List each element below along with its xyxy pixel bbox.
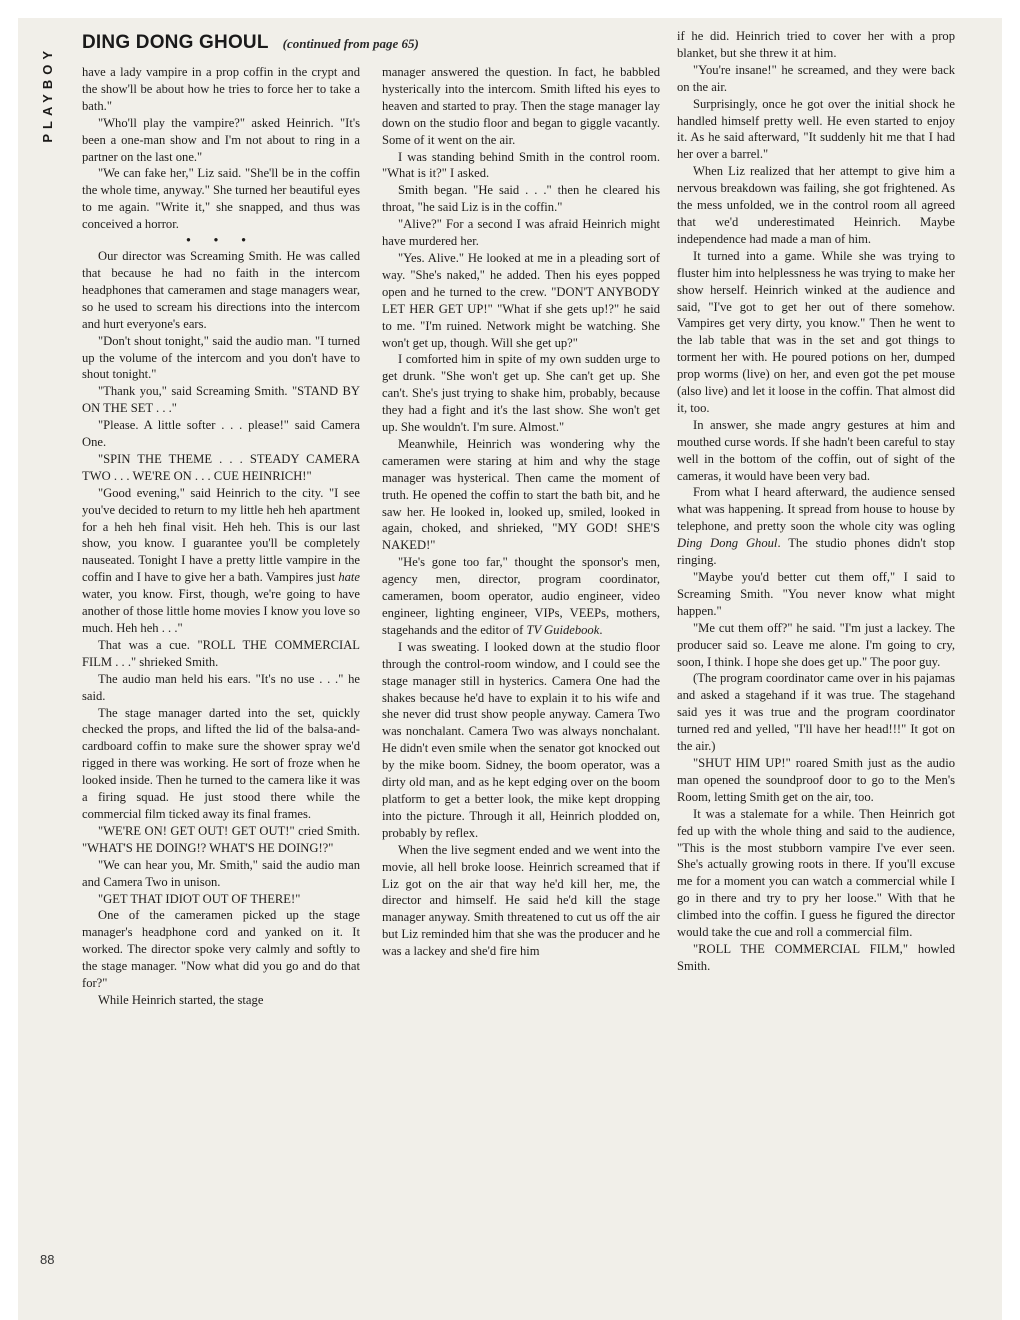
paragraph: "Don't shout tonight," said the audio man. "I turned up the volume of the intercom and you don't have to shout tonight." [82,333,360,382]
paragraph: "Me cut them off?" he said. "I'm just a lackey. The producer said so. Leave me alone. I'm going to cry, soon, I think. I hope she does get up." The poor guy. [677,620,955,669]
paragraph: "ROLL THE COMMERCIAL FILM," howled Smith. [677,941,955,973]
paragraph: Smith began. "He said . . ." then he cleared his throat, "he said Liz is in the coffin." [382,183,660,215]
paragraph: One of the cameramen picked up the stage manager's headphone cord and yanked on it. It worked. The director spoke very calmly and softly to the stage manager. "Now what did you go and do that for?" [82,908,360,991]
paragraph: "Please. A little softer . . . please!" said Camera One. [82,418,360,450]
paragraph: From what I heard afterward, the audience sensed what was happening. It spread from house to house by telephone, and pretty soon the whole city was ogling Ding Dong Ghoul. The studio phones didn't stop ringing. [677,485,955,568]
paragraph: It turned into a game. While she was trying to fluster him into helplessness he was trying to make her show herself. Heinrich winked at the audience and said, "I've got to get her out of there somehow. Vampires get very dirty, you know." Then he went to the lab table that was in the set and got things to torment her with. He poured potions on her, dumped prop worms (live) on her, and even got the pet mouse (also live) and let it loose in the coffin. That almost did it, too. [677,248,955,415]
magazine-page [18,18,1002,1320]
paragraph: "Thank you," said Screaming Smith. "STAND BY ON THE SET . . ." [82,384,360,416]
text-column-3 [677,28,955,975]
paragraph: "Yes. Alive." He looked at me in a pleading sort of way. "She's naked," he added. Then his eyes popped open and he turned to the crew. "DON'T ANYBODY LET HER GET UP!" "What if she gets up!?" he said to me. "I'm ruined. Network might be watching. She won't get up, though. Will she get up?" [382,250,660,350]
magazine-name: PLAYBOY [40,46,55,143]
text-column-1 [82,64,360,1009]
paragraph: "GET THAT IDIOT OUT OF THERE!" [98,891,301,906]
paragraph: "SHUT HIM UP!" roared Smith just as the audio man opened the soundproof door to go to the Men's Room, letting Smith get on the air, too. [677,755,955,804]
paragraph: When Liz realized that her attempt to give him a nervous breakdown was failing, she got frightened. As the mess unfolded, we in the control room all agreed that we'd underestimated Heinrich. Maybe independence had made a man of him. [677,164,955,246]
paragraph: (The program coordinator came over in his pajamas and asked a stagehand if it was true. The stagehand said yes it was true and the program coordinator turned red and yelled, "I'll have her head!!!" It got on the air.) [677,671,955,754]
paragraph: The stage manager darted into the set, quickly checked the props, and lifted the lid of the balsa-and-cardboard coffin to make sure the shower spray we'd rigged in there was working. He sort of froze when he looked inside. Then he turned to the camera like it was a firing squad. He just stood there while the commercial film ticked away its final frames. [82,705,360,821]
paragraph: have a lady vampire in a prop coffin in the crypt and the show'll be about how he tries to force her to take a bath." [82,65,360,113]
page-number: 88 [40,1252,55,1267]
paragraph: "You're insane!" he screamed, and they were back on the air. [677,62,955,94]
paragraph: "WE'RE ON! GET OUT! GET OUT!" cried Smith. "WHAT'S HE DOING!? WHAT'S HE DOING!?" [82,823,360,855]
article-title: DING DONG GHOUL [82,32,269,53]
paragraph: "Maybe you'd better cut them off," I said to Screaming Smith. "You never know what might happen." [677,570,955,618]
article-headline [82,32,682,58]
paragraph: "We can hear you, Mr. Smith," said the audio man and Camera Two in unison. [82,857,360,889]
paragraph: "Good evening," said Heinrich to the city. "I see you've decided to return to my little heh heh apartment for a heh heh final visit. Heh heh. This is our last show, you know. I guarantee you'll be completely nauseated. Tonight I have a pretty little vampire in the coffin and I have to give her a bath. Vampires just hate water, you know. First, though, we're going to have another of those little home movies I know you love so much. Heh heh . . ." [82,485,360,635]
section-break: • • • [186,233,256,248]
paragraph: Meanwhile, Heinrich was wondering why the cameramen were staring at him and why the stage manager was hysterical. Then came the moment of truth. He opened the coffin to start the bath bit, and he saw her. He looked in, looked up, smiled, looked in again, choked, and shrieked, "MY GOD! SHE'S NAKED!" [382,436,660,553]
paragraph: manager answered the question. In fact, he babbled hysterically into the intercom. Smith lifted his eyes to heaven and started to pray. Then the stage manager lay down on the studio floor and began to giggle vacantly. Some of it went on the air. [382,65,660,147]
paragraph: I was standing behind Smith in the control room. "What is it?" I asked. [382,149,660,181]
paragraph: The audio man held his ears. "It's no use . . ." he said. [82,671,360,703]
paragraph: Surprisingly, once he got over the initial shock he handled himself pretty well. He even started to enjoy it. As he said afterward, "It suddenly hit me that I had her over a barrel." [677,96,955,162]
paragraph: "Who'll play the vampire?" asked Heinrich. "It's been a one-man show and I'm not about to ring in a partner on the last one." [82,115,360,164]
paragraph: In answer, she made angry gestures at him and mouthed curse words. If she hadn't been careful to stay well in the bottom of the coffin, out of sight of the cameras, it would have been very bad. [677,417,955,483]
text-column-2 [382,64,660,960]
paragraph: While Heinrich started, the stage [98,992,264,1007]
paragraph: I was sweating. I looked down at the studio floor through the control-room window, and I could see the stage manager still in hysterics. Camera One had the shakes because he'd have to explain it to his wife and she never did trust show people anyway. Camera Two was nonchalant. Camera Two was always nonchalant. He didn't even smile when the senator got knocked out by the mike boom. Sidney, the boom operator, was a dirty old man, and as he kept edging over on the boom platform to get a better look, the mike kept dropping into the picture. Through it all, Heinrich plodded on, probably by reflex. [382,639,660,840]
paragraph: It was a stalemate for a while. Then Heinrich got fed up with the whole thing and said to the audience, "This is the most stubborn vampire I've ever seen. She's actually growing roots in there. If you'll excuse me for a moment you can watch a commercial while I go in there and try to pry her loose." With that he climbed into the coffin. I guess he figured the director would take the cue and roll a commercial film. [677,806,955,940]
continued-note: (continued from page 65) [282,36,419,51]
paragraph: Our director was Screaming Smith. He was called that because he had no faith in the intercom headphones that cameramen and stage managers wear, so he used to scream his directions into the intercom and hurt everyone's ears. [82,249,360,331]
paragraph: That was a cue. "ROLL THE COMMERCIAL FILM . . ." shrieked Smith. [82,637,360,669]
paragraph: if he did. Heinrich tried to cover her with a prop blanket, but she threw it at him. [677,29,955,60]
paragraph: I comforted him in spite of my own sudden urge to get drunk. "She won't get up. She can't get up. She can't. She's just trying to shake him, probably, because they had a fight and it's the last show. She won't get up. She wouldn't. I'm sure. Almost." [382,352,660,435]
paragraph: "He's gone too far," thought the sponsor's men, agency men, director, program coordinator, cameramen, boom operator, audio engineer, video engineer, lighting engineer, VIPs, VEEPs, mothers, stagehands and the editor of TV Guidebook. [382,555,660,637]
paragraph: "We can fake her," Liz said. "She'll be in the coffin the whole time, anyway." She turned her beautiful eyes to me again. "Write it," she snapped, and thus was conceived a horror. [82,166,360,232]
paragraph: "Alive?" For a second I was afraid Heinrich might have murdered her. [382,217,660,249]
paragraph: "SPIN THE THEME . . . STEADY CAMERA TWO . . . WE'RE ON . . . CUE HEINRICH!" [82,451,360,483]
paragraph: When the live segment ended and we went into the movie, all hell broke loose. Heinrich screamed that if Liz got on the air that way he'd kill her, me, the director and himself. He said he'd kill the stage manager anyway. Smith threatened to cut us off the air but Liz reminded him that she was the producer and he was a lackey and she'd fire him [382,842,660,959]
